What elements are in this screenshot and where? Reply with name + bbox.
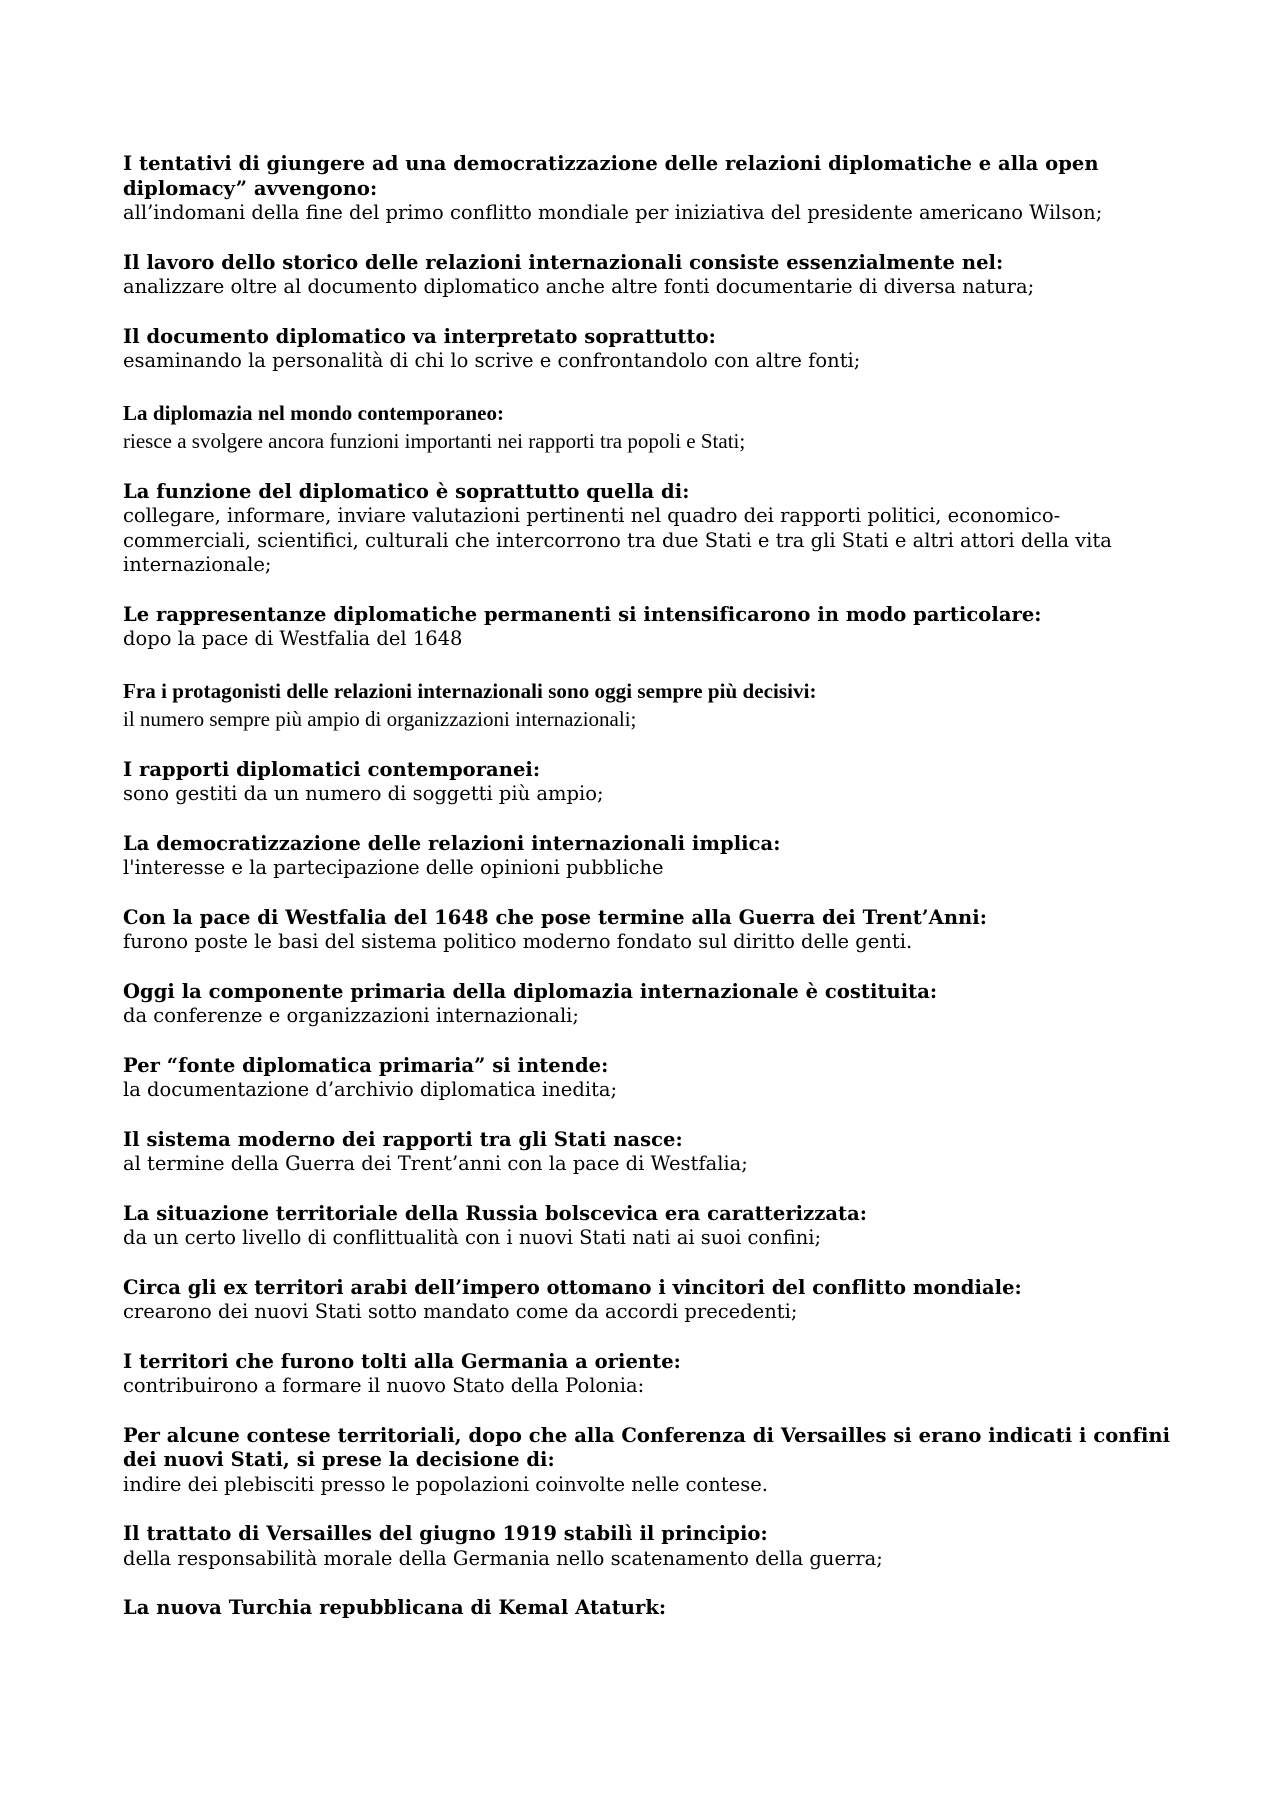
answer-text: collegare, informare, inviare valutazioni pertinenti nel quadro dei rapporti politici, economico-commerciali, scientifici, culturali che intercorrono tra due Stati e tra gli Stati e altri attori della vita internazionale;	[123, 504, 1112, 576]
question-text: I rapporti diplomatici contemporanei:	[123, 757, 541, 781]
question-text: La democratizzazione delle relazioni internazionali implica:	[123, 831, 781, 855]
qa-item	[123, 1202, 1173, 1251]
qa-item	[123, 1128, 1173, 1177]
question-text: Con la pace di Westfalia del 1648 che pose termine alla Guerra dei Trent’Anni:	[123, 905, 987, 929]
qa-item	[123, 325, 1173, 374]
answer-text: il numero sempre più ampio di organizzazioni internazionali;	[123, 706, 637, 731]
qa-item	[123, 480, 1173, 578]
question-text: Per “fonte diplomatica primaria” si intende:	[123, 1053, 609, 1077]
qa-item	[123, 603, 1173, 652]
question-text: Il documento diplomatico va interpretato soprattutto:	[123, 324, 716, 348]
answer-text: all’indomani della fine del primo conflitto mondiale per iniziativa del presidente americano Wilson;	[123, 201, 1103, 224]
question-text: Per alcune contese territoriali, dopo che alla Conferenza di Versailles si erano indicati i confini dei nuovi Stati, si prese la decisione di:	[123, 1423, 1171, 1471]
answer-text: crearono dei nuovi Stati sotto mandato come da accordi precedenti;	[123, 1300, 798, 1323]
answer-text: sono gestiti da un numero di soggetti più ampio;	[123, 782, 604, 805]
qa-item	[123, 1522, 1173, 1571]
answer-text: furono poste le basi del sistema politico moderno fondato sul diritto delle genti.	[123, 930, 913, 953]
qa-item	[123, 1424, 1173, 1498]
qa-item	[123, 906, 1173, 955]
question-text: La nuova Turchia repubblicana di Kemal Ataturk:	[123, 1596, 667, 1619]
question-text: La funzione del diplomatico è soprattutto quella di:	[123, 479, 690, 503]
answer-text: esaminando la personalità di chi lo scrive e confrontandolo con altre fonti;	[123, 349, 861, 372]
question-text: Il lavoro dello storico delle relazioni internazionali consiste essenzialmente nel:	[123, 250, 1004, 274]
answer-text: riesce a svolgere ancora funzioni importanti nei rapporti tra popoli e Stati;	[123, 428, 746, 453]
answer-text: analizzare oltre al documento diplomatico anche altre fonti documentarie di diversa natura;	[123, 275, 1035, 298]
answer-text: della responsabilità morale della Germania nello scatenamento della guerra;	[123, 1546, 883, 1570]
answer-text: da conferenze e organizzazioni internazionali;	[123, 1004, 579, 1027]
answer-text: l'interesse e la partecipazione delle opinioni pubbliche	[123, 856, 664, 879]
qa-item	[123, 758, 1173, 807]
qa-item	[123, 1276, 1173, 1325]
qa-item	[123, 1054, 1173, 1103]
answer-text: al termine della Guerra dei Trent’anni con la pace di Westfalia;	[123, 1152, 748, 1175]
document-page	[123, 152, 1173, 1646]
question-text: Fra i protagonisti delle relazioni internazionali sono oggi sempre più decisivi:	[123, 678, 817, 703]
qa-item	[123, 832, 1173, 881]
answer-text: la documentazione d’archivio diplomatica inedita;	[123, 1078, 618, 1101]
question-text: La diplomazia nel mondo contemporaneo:	[123, 400, 505, 425]
question-text: Circa gli ex territori arabi dell’impero ottomano i vincitori del conflitto mondiale:	[123, 1275, 1022, 1299]
question-text: Il sistema moderno dei rapporti tra gli Stati nasce:	[123, 1127, 683, 1151]
answer-text: dopo la pace di Westfalia del 1648	[123, 627, 463, 650]
answer-text: da un certo livello di conflittualità con i nuovi Stati nati ai suoi confini;	[123, 1226, 822, 1249]
question-text: I territori che furono tolti alla Germania a oriente:	[123, 1349, 681, 1373]
question-text: Le rappresentanze diplomatiche permanenti si intensificarono in modo particolare:	[123, 602, 1042, 626]
qa-item	[123, 1596, 1173, 1621]
question-text: I tentativi di giungere ad una democratizzazione delle relazioni diplomatiche e alla open diplomacy” avvengono:	[123, 152, 1099, 200]
answer-text: contribuirono a formare il nuovo Stato della Polonia:	[123, 1374, 645, 1397]
qa-item	[123, 980, 1173, 1029]
qa-item	[123, 251, 1173, 300]
qa-item	[123, 1350, 1173, 1399]
answer-text: indire dei plebisciti presso le popolazioni coinvolte nelle contese.	[123, 1472, 768, 1496]
qa-item	[123, 399, 1173, 455]
qa-item	[123, 677, 1173, 733]
qa-item	[123, 152, 1173, 226]
question-text: Oggi la componente primaria della diplomazia internazionale è costituita:	[123, 979, 938, 1003]
question-text: La situazione territoriale della Russia bolscevica era caratterizzata:	[123, 1201, 868, 1225]
question-text: Il trattato di Versailles del giugno 1919 stabilì il principio:	[123, 1522, 768, 1545]
